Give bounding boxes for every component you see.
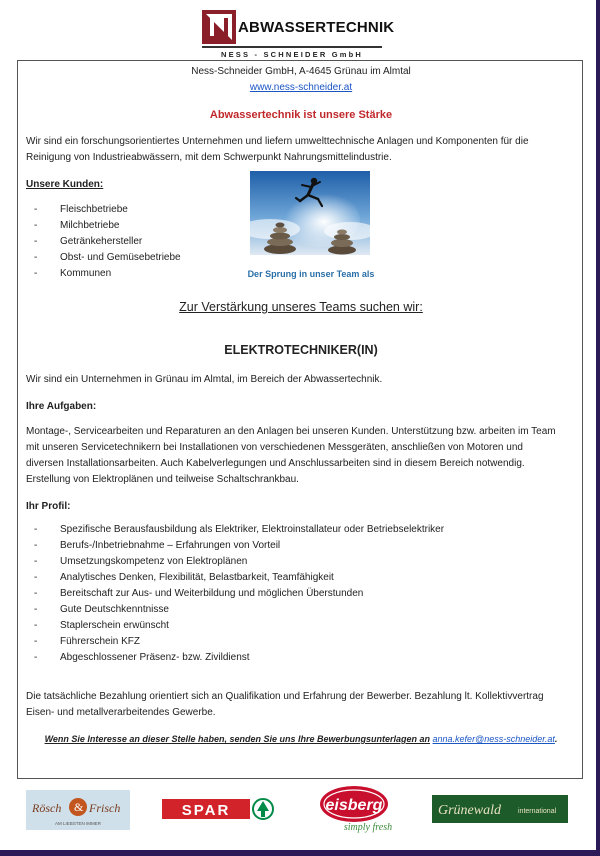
salary-line-1: Die tatsächliche Bezahlung orientiert sich an Qualifikation und Erfahrung der Bewerber. Bezahlung lt. Kollektivvertrag bbox=[26, 691, 544, 702]
contact-email-link[interactable]: anna.kefer@ness-schneider.at bbox=[432, 734, 555, 744]
tasks-title: Ihre Aufgaben: bbox=[26, 401, 97, 412]
eisberg-tagline: simply fresh bbox=[343, 822, 393, 833]
list-item: - Umsetzungskompetenz von Elektroplänen bbox=[26, 554, 444, 570]
list-item: - Kommunen bbox=[26, 266, 181, 282]
company-logo bbox=[202, 10, 395, 59]
eisberg-logo bbox=[316, 782, 402, 834]
gruenewald-word: Grünewald bbox=[438, 803, 501, 818]
contact-line bbox=[18, 731, 584, 747]
contact-text: Wenn Sie Interesse an dieser Stelle haben, senden Sie uns Ihre Bewerbungsunterlagen an bbox=[44, 734, 431, 744]
list-item: - Abgeschlossener Präsenz- bzw. Zivildienst bbox=[26, 650, 444, 666]
website-link[interactable]: www.ness-schneider.at bbox=[249, 82, 353, 93]
photo-caption: Der Sprung in unser Team als bbox=[247, 269, 375, 279]
tasks-line-2: mit unseren Servicetechnikern bei Installationen von verschiedenen Messgeräten, anschließen von Motoren und bbox=[26, 442, 523, 453]
tasks-line-4: Erstellung von Elektroplänen und teilweise Schaltschrankbau. bbox=[26, 474, 299, 485]
rosch-tagline: AM LIEBSTEN IMMER bbox=[54, 821, 102, 826]
eisberg-word: eisberg bbox=[325, 797, 383, 814]
logo-mark-icon bbox=[202, 10, 236, 44]
team-heading: Zur Verstärkung unseres Teams suchen wir: bbox=[179, 300, 423, 314]
svg-text:&: & bbox=[74, 800, 84, 814]
frisch-word: Frisch bbox=[89, 801, 121, 815]
headline: Abwassertechnik ist unsere Stärke bbox=[209, 109, 393, 121]
tasks-line-1: Montage-, Servicearbeiten und Reparaturen an den Anlagen bei unseren Kunden. Unterstützung bzw. arbeiten im Team bbox=[26, 426, 556, 437]
company-address: Ness-Schneider GmbH, A-4645 Grünau im Almtal bbox=[191, 66, 411, 77]
gruenewald-tagline: international bbox=[518, 808, 557, 815]
list-item: - Bereitschaft zur Aus- und Weiterbildung und möglichen Überstunden bbox=[26, 586, 444, 602]
list-item: - Analytisches Denken, Flexibilität, Belastbarkeit, Teamfähigkeit bbox=[26, 570, 444, 586]
customers-title: Unsere Kunden: bbox=[26, 179, 104, 190]
logo-title: ABWASSERTECHNIK bbox=[238, 19, 395, 36]
tasks-line-3: diversen Installationsarbeiten. Auch Kabelverlegungen und Anschlussarbeiten sind in diesem Bereich notwendig. bbox=[26, 458, 525, 469]
logo-divider bbox=[202, 46, 382, 48]
list-item: - Fleischbetriebe bbox=[26, 202, 181, 218]
team-jump-photo bbox=[250, 171, 370, 255]
job-intro: Wir sind ein Unternehmen in Grünau im Almtal, im Bereich der Abwassertechnik. bbox=[26, 374, 383, 385]
contact-end: . bbox=[554, 734, 558, 744]
list-item: - Spezifische Berausfausbildung als Elektriker, Elektroinstallateur oder Betriebselektriker bbox=[26, 522, 444, 538]
rosch-frisch-logo bbox=[26, 790, 130, 830]
job-title: ELEKTROTECHNIKER(IN) bbox=[224, 343, 378, 357]
logo-subtitle: NESS - SCHNEIDER GmbH bbox=[220, 50, 364, 59]
list-item: - Berufs-/Inbetriebnahme – Erfahrungen von Vorteil bbox=[26, 538, 444, 554]
spar-logo bbox=[162, 795, 276, 825]
intro-line-1: Wir sind ein forschungsorientiertes Unternehmen und liefern umwelttechnische Anlagen und Komponenten für die bbox=[26, 136, 529, 147]
list-item: - Gute Deutschkenntnisse bbox=[26, 602, 444, 618]
list-item: - Staplerschein erwünscht bbox=[26, 618, 444, 634]
job-ad-frame bbox=[17, 60, 583, 779]
salary-line-2: Eisen- und metallverarbeitendes Gewerbe. bbox=[26, 707, 216, 718]
intro-line-2: Reinigung von Industrieabwässern, mit dem Schwerpunkt Nahrungsmittelindustrie. bbox=[26, 152, 392, 163]
list-item: - Getränkehersteller bbox=[26, 234, 181, 250]
rosch-word: Rösch bbox=[32, 801, 62, 815]
profile-list bbox=[26, 522, 444, 666]
list-item: - Führerschein KFZ bbox=[26, 634, 444, 650]
profile-title: Ihr Profil: bbox=[26, 501, 71, 512]
customers-list bbox=[26, 202, 181, 282]
spar-word: SPAR bbox=[181, 802, 231, 819]
list-item: - Milchbetriebe bbox=[26, 218, 181, 234]
gruenewald-logo bbox=[432, 795, 568, 823]
list-item: - Obst- und Gemüsebetriebe bbox=[26, 250, 181, 266]
